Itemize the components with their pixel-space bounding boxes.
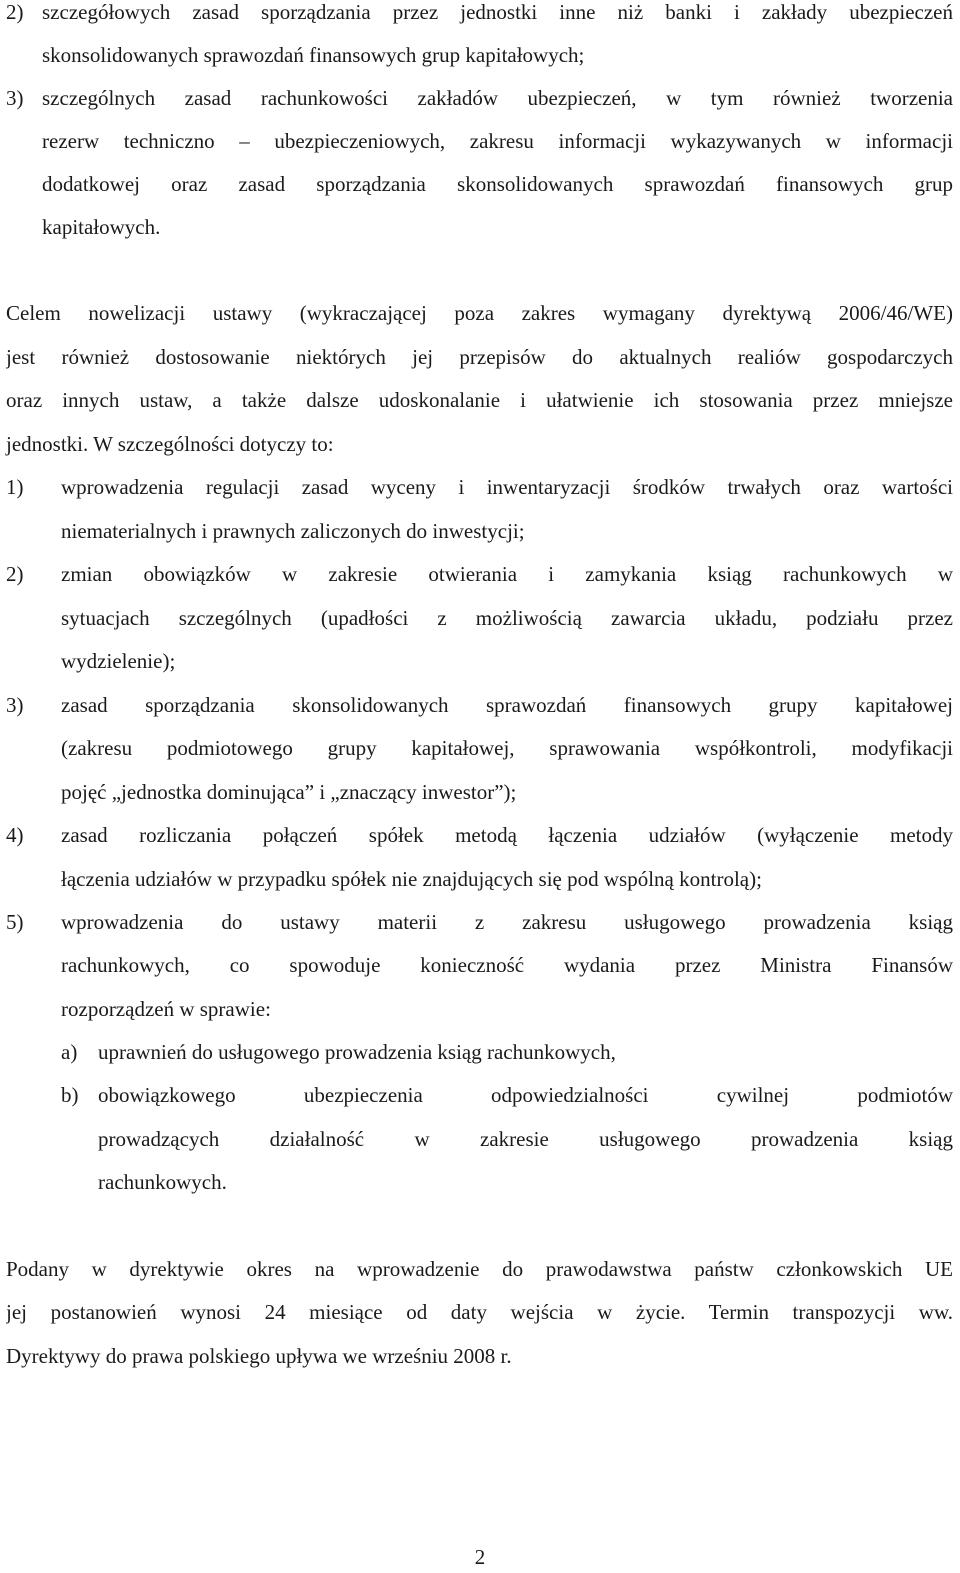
text-line: rachunkowych, co spowoduje konieczność wydania przez Ministra Finansów bbox=[61, 953, 953, 977]
text-line: jest również dostosowanie niektórych jej przepisów do aktualnych realiów gospodarczych bbox=[6, 345, 953, 369]
text-line: obowiązkowego ubezpieczenia odpowiedzialności cywilnej podmiotów bbox=[98, 1083, 953, 1107]
text-line: prowadzących działalność w zakresie usługowego prowadzenia ksiąg bbox=[98, 1127, 953, 1151]
text-line: wprowadzenia regulacji zasad wyceny i inwentaryzacji środków trwałych oraz wartości bbox=[61, 475, 953, 499]
text-line: Podany w dyrektywie okres na wprowadzenie do prawodawstwa państw członkowskich UE bbox=[6, 1257, 953, 1281]
text-line: zasad sporządzania skonsolidowanych sprawozdań finansowych grupy kapitałowej bbox=[61, 693, 953, 717]
list-number: 2) bbox=[6, 562, 24, 586]
list-number: 3) bbox=[6, 86, 24, 110]
text-line: niematerialnych i prawnych zaliczonych do inwestycji; bbox=[61, 519, 525, 543]
list-number: 4) bbox=[6, 823, 24, 847]
text-line: zasad rozliczania połączeń spółek metodą łączenia udziałów (wyłączenie metody bbox=[61, 823, 953, 847]
list-number: 3) bbox=[6, 693, 24, 717]
text-line: (zakresu podmiotowego grupy kapitałowej, sprawowania współkontroli, modyfikacji bbox=[61, 736, 953, 760]
list-number: 2) bbox=[6, 0, 24, 24]
text-line: szczegółowych zasad sporządzania przez jednostki inne niż banki i zakłady ubezpieczeń bbox=[42, 0, 953, 24]
text-line: Dyrektywy do prawa polskiego upływa we wrześniu 2008 r. bbox=[6, 1344, 512, 1368]
page-number: 2 bbox=[474, 1545, 486, 1569]
text-line: uprawnień do usługowego prowadzenia ksiąg rachunkowych, bbox=[98, 1040, 616, 1064]
list-letter: b) bbox=[61, 1083, 79, 1107]
text-line: kapitałowych. bbox=[42, 215, 161, 239]
text-line: skonsolidowanych sprawozdań finansowych grup kapitałowych; bbox=[42, 43, 585, 67]
text-line: oraz innych ustaw, a także dalsze udoskonalanie i ułatwienie ich stosowania przez mniejsze bbox=[6, 388, 953, 412]
text-line: jej postanowień wynosi 24 miesiące od daty wejścia w życie. Termin transpozycji ww. bbox=[6, 1300, 953, 1324]
list-number: 5) bbox=[6, 910, 24, 934]
text-line: łączenia udziałów w przypadku spółek nie znajdujących się pod wspólną kontrolą); bbox=[61, 867, 762, 891]
list-letter: a) bbox=[61, 1040, 78, 1064]
list-number: 1) bbox=[6, 475, 24, 499]
text-line: rozporządzeń w sprawie: bbox=[61, 997, 271, 1021]
text-line: rezerw techniczno – ubezpieczeniowych, zakresu informacji wykazywanych w informacji bbox=[42, 129, 953, 153]
text-line: dodatkowej oraz zasad sporządzania skonsolidowanych sprawozdań finansowych grup bbox=[42, 172, 953, 196]
text-line: wydzielenie); bbox=[61, 649, 176, 673]
text-line: jednostki. W szczególności dotyczy to: bbox=[6, 432, 334, 456]
text-line: rachunkowych. bbox=[98, 1170, 227, 1194]
text-line: Celem nowelizacji ustawy (wykraczającej poza zakres wymagany dyrektywą 2006/46/WE) bbox=[6, 301, 953, 325]
text-line: pojęć „jednostka dominująca” i „znaczący inwestor”); bbox=[61, 780, 517, 804]
text-line: szczególnych zasad rachunkowości zakładów ubezpieczeń, w tym również tworzenia bbox=[42, 86, 953, 110]
text-line: sytuacjach szczególnych (upadłości z możliwością zawarcia układu, podziału przez bbox=[61, 606, 953, 630]
text-line: zmian obowiązków w zakresie otwierania i zamykania ksiąg rachunkowych w bbox=[61, 562, 953, 586]
text-line: wprowadzenia do ustawy materii z zakresu usługowego prowadzenia ksiąg bbox=[61, 910, 953, 934]
